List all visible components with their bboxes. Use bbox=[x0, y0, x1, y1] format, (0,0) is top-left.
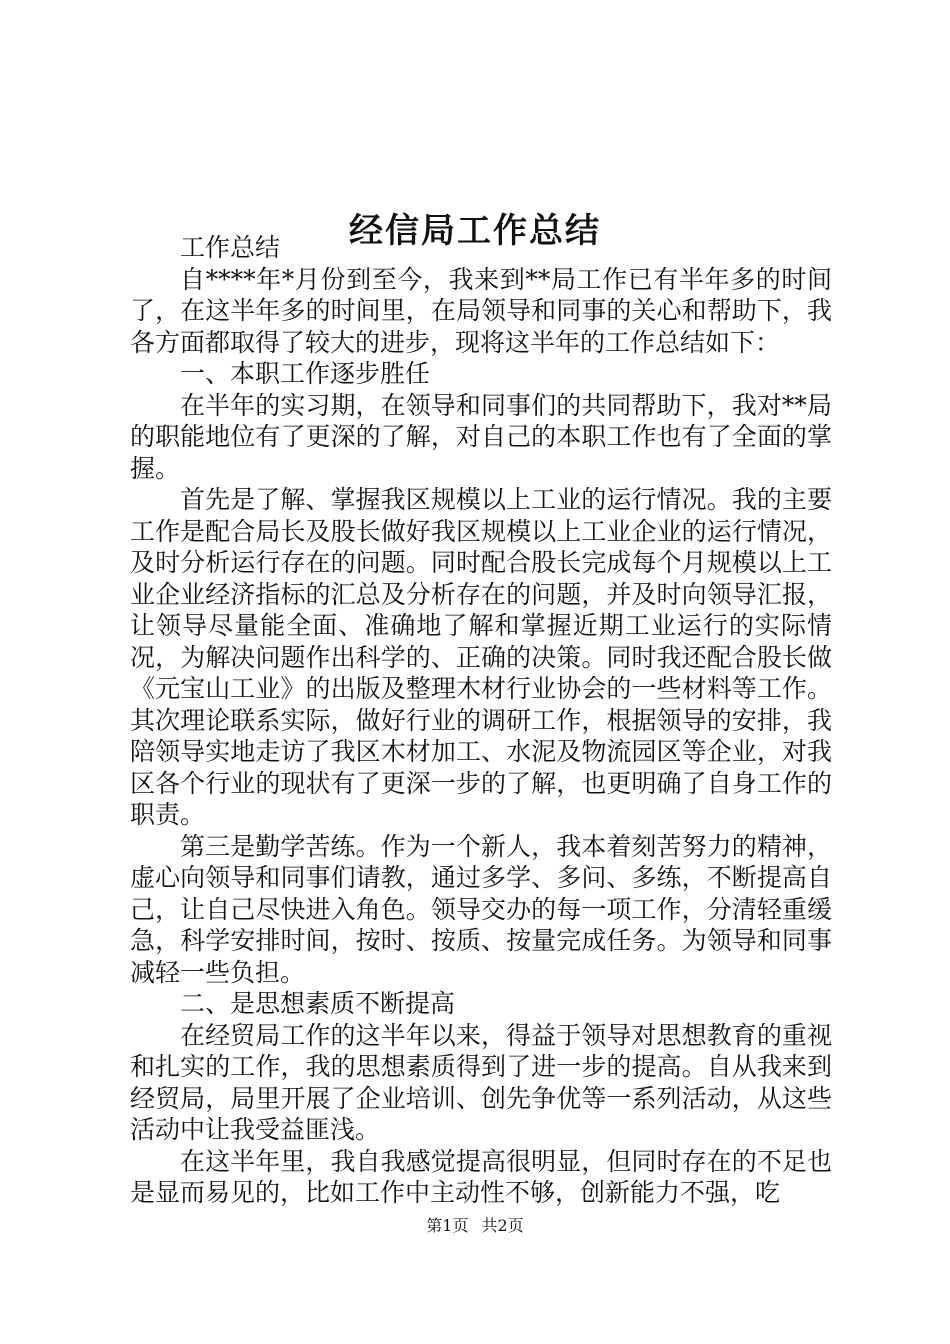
paragraph-section1-first: 首先是了解、掌握我区规模以上工业的运行情况。我的主要工作是配合局长及股长做好我区规模以上工业企业的运行情况，及时分析运行存在的问题。同时配合股长完成每个月规模以上工业企业经济指标的汇总及分析存在的问题，并及时向领导汇报，让领导尽量能全面、准确地了解和掌握近期工业运行的实际情况，为解决问题作出科学的、正确的决策。同时我还配合股长做《元宝山工业》的出版及整理木材行业协会的一些材料等工作。其次理论联系实际，做好行业的调研工作，根据领导的安排，我陪领导实地走访了我区木材加工、水泥及物流园区等企业，对我区各个行业的现状有了更深一步的了解，也更明确了自身工作的职责。 bbox=[130, 485, 832, 829]
page-total: 共2页 bbox=[481, 1216, 524, 1235]
paragraph-section2: 在经贸局工作的这半年以来，得益于领导对思想教育的重视和扎实的工作，我的思想素质得到了进一步的提高。自从我来到经贸局，局里开展了企业培训、创先争优等一系列活动，从这些活动中让我受益匪浅。 bbox=[130, 1020, 832, 1144]
paragraph-shortcomings: 在这半年里，我自我感觉提高很明显，但同时存在的不足也是显而易见的，比如工作中主动性不够，创新能力不强，吃 bbox=[130, 1146, 832, 1207]
paragraph-intro: 自****年*月份到至今，我来到**局工作已有半年多的时间了，在这半年多的时间里，在局领导和同事的关心和帮助下，我各方面都取得了较大的进步，现将这半年的工作总结如下： bbox=[130, 264, 832, 357]
section-heading-2: 二、是思想素质不断提高 bbox=[180, 989, 456, 1018]
document-body bbox=[130, 232, 832, 1209]
paragraph-subtitle: 工作总结 bbox=[180, 233, 281, 262]
page-number: 第1页 bbox=[426, 1216, 469, 1235]
document-title: 经信局工作总结 bbox=[349, 210, 601, 251]
paragraph-section1-intro: 在半年的实习期，在领导和同事们的共同帮助下，我对**局的职能地位有了更深的了解，对自己的本职工作也有了全面的掌握。 bbox=[130, 390, 832, 483]
section-heading-1: 一、本职工作逐步胜任 bbox=[180, 359, 431, 388]
page-footer bbox=[0, 1214, 950, 1238]
paragraph-section1-third: 第三是勤学苦练。作为一个新人，我本着刻苦努力的精神，虚心向领导和同事们请教，通过多学、多问、多练，不断提高自己，让自己尽快进入角色。领导交办的每一项工作，分清轻重缓急，科学安排时间，按时、按质、按量完成任务。为领导和同事减轻一些负担。 bbox=[130, 831, 832, 987]
